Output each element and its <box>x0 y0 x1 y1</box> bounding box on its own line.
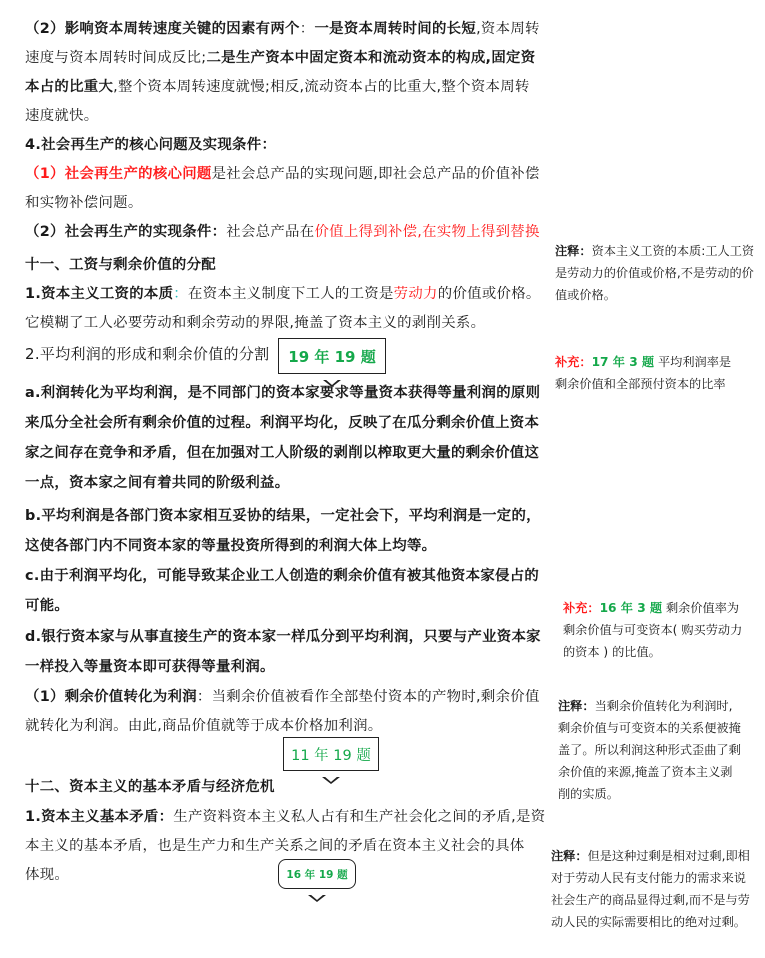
bold-text: 一是资本周转时间的长短 <box>314 21 477 37</box>
callout-exam-ref <box>283 737 379 771</box>
note-label: 注释： <box>558 699 595 713</box>
text: 的价值或价格。 <box>437 286 541 302</box>
side-note-wage-essence <box>555 240 755 306</box>
point-c-line: 可能。 <box>25 598 70 614</box>
text: 是社会总产品的实现问题,即社会总产品的价值补偿 <box>211 166 540 182</box>
section4-item2 <box>25 222 540 242</box>
side-note-surplus-value-rate <box>563 597 748 663</box>
section12-heading: 十二、资本主义的基本矛盾与经济危机 <box>25 779 275 795</box>
bold-text: 本占的比重大 <box>25 79 114 95</box>
text: ,资本周转 <box>476 21 540 37</box>
section12-p1 <box>25 807 545 827</box>
point-b-line: 这使各部门内不同资本家的等量投资所得到的利润大体上均等。 <box>25 538 437 554</box>
point-a-line: a.利润转化为平均利润，是不同部门的资本家要求等量资本获得等量利润的原则 <box>25 385 541 401</box>
callout-text: 11 年 19 题 <box>291 747 371 764</box>
callout-exam-ref <box>278 338 386 374</box>
paragraph-turnover-line2 <box>25 48 535 68</box>
note-label: 注释： <box>555 244 592 258</box>
paragraph-turnover-line4: 速度就快。 <box>25 108 99 124</box>
section11-p2-heading: 2.平均利润的形成和剩余价值的分割 <box>25 345 270 363</box>
side-note-relative-overproduction <box>551 845 751 933</box>
section11-p1-line2: 它模糊了工人必要劳动和剩余劳动的界限,掩盖了资本主义的剥削关系。 <box>25 315 486 331</box>
section12-p1-line2: 本主义的基本矛盾，也是生产力和生产关系之间的矛盾在资本主义社会的具体 <box>25 838 525 854</box>
side-note-avg-profit-rate <box>555 351 740 395</box>
note-text: 但是这种过剩是相对过剩,即相对于劳动人民有支付能力的需求来说社会生产的商品显得过剩,而不是与劳动人民的实际需要相比的绝对过剩。 <box>551 849 750 929</box>
section11-sub1 <box>25 687 540 707</box>
note-exam-ref: 17 年 3 题 <box>591 355 655 369</box>
text: 速度与资本周转时间成反比; <box>25 50 207 66</box>
section4-item1-line2: 和实物补偿问题。 <box>25 195 143 211</box>
text: 社会总产品在 <box>226 224 315 240</box>
point-c-line: c.由于利润平均化，可能导致某企业工人创造的剩余价值有被其他资本家侵占的 <box>25 568 540 584</box>
colon: ： <box>299 21 315 37</box>
callout-text: 19 年 19 题 <box>288 347 376 366</box>
label: （1）社会再生产的核心问题 <box>25 166 212 182</box>
label: （1）剩余价值转化为利润 <box>25 689 197 705</box>
label: 1.资本主义基本矛盾： <box>25 809 174 825</box>
point-d-line: 一样投入等量资本即可获得等量利润。 <box>25 659 275 675</box>
paragraph-turnover-line1 <box>25 19 540 39</box>
label: （2）社会再生产的实现条件： <box>25 224 227 240</box>
section11-heading: 十一、工资与剩余价值的分配 <box>25 257 216 273</box>
point-d-line: d.银行资本家与从事直接生产的资本家一样瓜分到平均利润，只要与产业资本家 <box>25 629 541 645</box>
label: （2）影响资本周转速度关键的因素有两个 <box>25 21 300 37</box>
text: 在资本主义制度下工人的工资是 <box>188 286 394 302</box>
note-exam-ref: 16 年 3 题 <box>599 601 663 615</box>
note-label: 注释： <box>551 849 588 863</box>
section11-sub1-line2: 就转化为利润。由此,商品价值就等于成本价格加利润。 <box>25 718 383 734</box>
section4-heading: 4.社会再生产的核心问题及实现条件： <box>25 137 277 153</box>
note-text: 平均利润率是剩余价值和全部预付资本的比率 <box>555 355 732 391</box>
label: 1.资本主义工资的本质 <box>25 286 174 302</box>
point-a-line: 一点，资本家之间有着共同的阶级利益。 <box>25 475 290 491</box>
point-a-line: 来瓜分全社会所有剩余价值的过程。利润平均化，反映了在瓜分剩余价值上资本 <box>25 415 540 431</box>
colon: ： <box>173 286 188 302</box>
point-a-line: 家之间存在竞争和矛盾，但在加强对工人阶级的剥削以榨取更大量的剩余价值这 <box>25 445 540 461</box>
bold-text: 二是生产资本中固定资本和流动资本的构成,固定资 <box>206 50 536 66</box>
highlight-text: 劳动力 <box>393 286 438 302</box>
text: ,整个资本周转速度就慢;相反,流动资本占的比重大,整个资本周转 <box>113 79 530 95</box>
callout-exam-ref <box>278 859 356 889</box>
callout-text: 16 年 19 题 <box>286 868 348 881</box>
text: ：当剩余价值被看作全部垫付资本的产物时,剩余价值 <box>196 689 540 705</box>
note-text: 剩余价值率为剩余价值与可变资本( 购买劳动力的资本 ) 的比值。 <box>563 601 743 659</box>
side-note-profit-conversion <box>558 695 743 805</box>
note-label: 补充： <box>563 601 600 615</box>
note-text: 当剩余价值转化为利润时,剩余价值与可变资本的关系便被掩盖了。所以利润这种形式歪曲了剩余价值的来源,掩盖了资本主义剥削的实质。 <box>558 699 741 801</box>
paragraph-turnover-line3 <box>25 77 530 97</box>
point-b-line: b.平均利润是各部门资本家相互妥协的结果，一定社会下，平均利润是一定的， <box>25 508 541 524</box>
section11-p1 <box>25 284 541 304</box>
section4-item1 <box>25 164 540 184</box>
note-label: 补充： <box>555 355 592 369</box>
note-text: 资本主义工资的本质:工人工资是劳动力的价值或价格,不是劳动的价值或价格。 <box>555 244 755 302</box>
text: 生产资料资本主义私人占有和生产社会化之间的矛盾,是资 <box>173 809 546 825</box>
highlight-text: 价值上得到补偿,在实物上得到替换 <box>314 224 540 240</box>
section12-p1-line3: 体现。 <box>25 867 70 883</box>
